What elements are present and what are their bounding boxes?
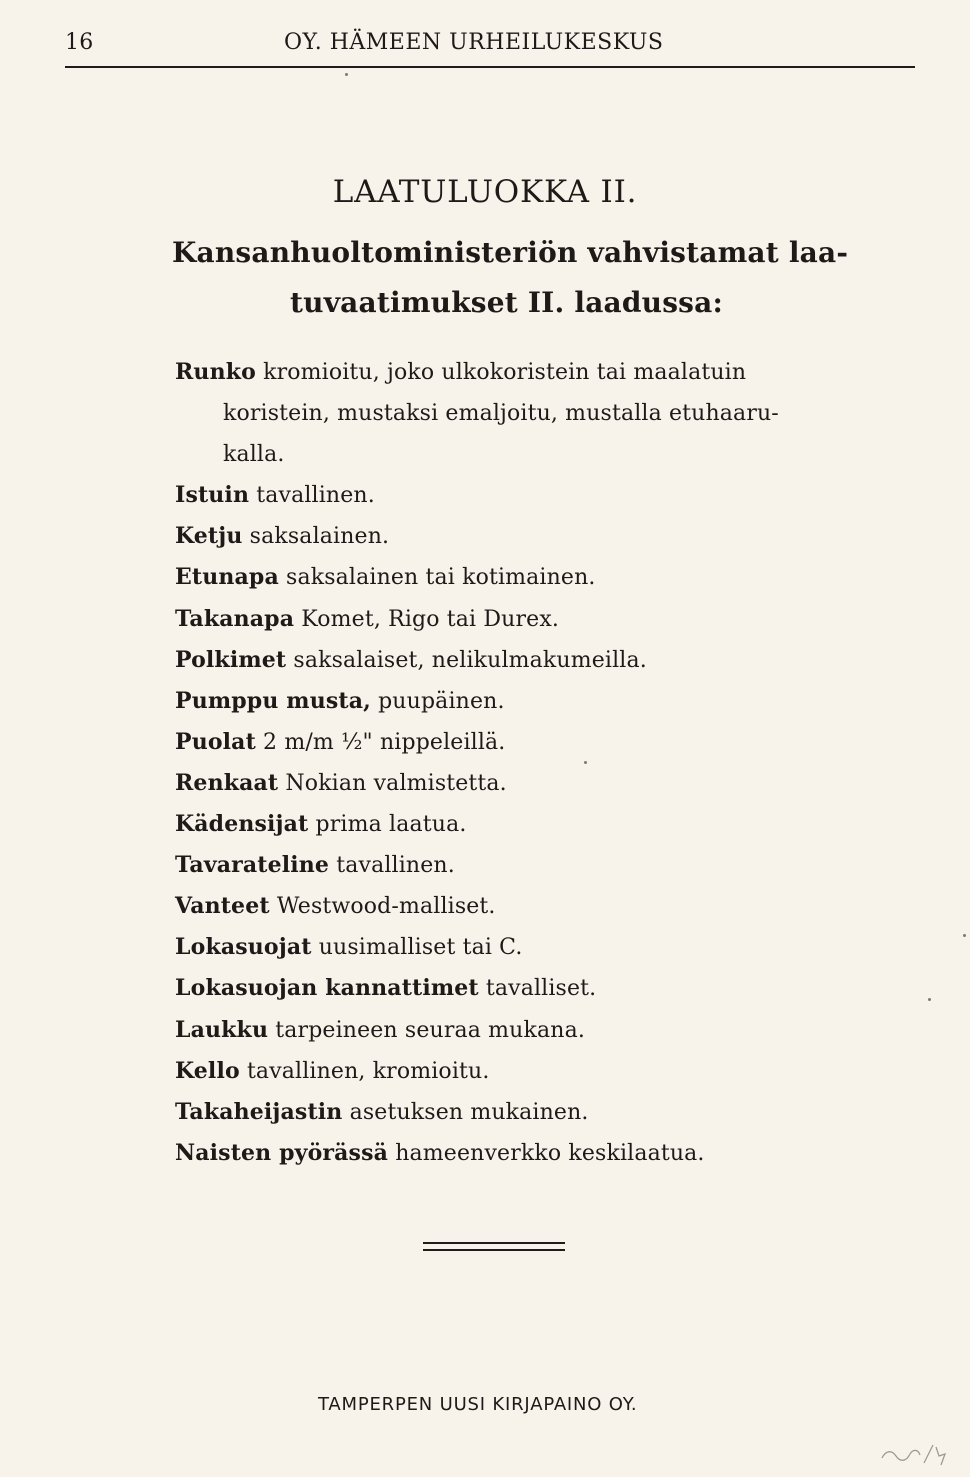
spec-text: saksalainen. <box>249 524 390 550</box>
spec-runko-end <box>175 434 825 475</box>
spec-tavarateline <box>175 845 825 886</box>
subtitle-line-2: tuvaatimukset II. laadussa: <box>290 286 724 319</box>
paper-speck <box>345 73 348 76</box>
spec-label: Lokasuojan kannattimet <box>175 975 479 1002</box>
subtitle-line-1: Kansanhuoltoministeriön vahvistamat laa- <box>172 236 849 269</box>
spec-text: koristein, mustaksi emaljoitu, mustalla etuhaaru- <box>223 401 779 427</box>
spec-label: Kädensijat <box>175 811 309 838</box>
spec-text: saksalainen tai kotimainen. <box>286 565 596 591</box>
spec-label: Naisten pyörässä <box>175 1139 389 1166</box>
spec-pumppu <box>175 681 825 722</box>
spec-vanteet <box>175 886 825 927</box>
spec-label: Kello <box>175 1057 240 1084</box>
spec-text: tavallinen. <box>336 853 455 879</box>
end-rule-bottom <box>423 1249 565 1251</box>
spec-text: Nokian valmistetta. <box>285 770 507 796</box>
spec-text: asetuksen mukainen. <box>349 1099 589 1125</box>
spec-text: uusimalliset tai C. <box>318 935 523 961</box>
paper-speck <box>928 998 931 1001</box>
section-title: LAATULUOKKA II. <box>332 174 638 210</box>
spec-text: puupäinen. <box>378 688 505 714</box>
paper-speck <box>584 761 587 764</box>
spec-label: Etunapa <box>175 564 279 591</box>
spec-text: kromioitu, joko ulkokoristein tai maalatuin <box>263 360 747 385</box>
spec-ketju <box>175 516 825 557</box>
spec-label: Puolat <box>175 728 256 755</box>
page-number: 16 <box>65 30 94 55</box>
spec-label: Polkimet <box>175 646 287 673</box>
spec-kadensijat <box>175 804 825 845</box>
spec-text: hameenverkko keskilaatua. <box>395 1140 705 1166</box>
spec-text: prima laatua. <box>315 812 467 838</box>
spec-label: Lokasuojat <box>175 934 312 961</box>
spec-text: Komet, Rigo tai Durex. <box>301 606 560 632</box>
spec-label: Laukku <box>175 1016 269 1043</box>
spec-text: Westwood-malliset. <box>276 894 496 920</box>
spec-lokasuojat <box>175 927 825 968</box>
spec-takaheijastin <box>175 1092 825 1133</box>
end-rule-top <box>423 1242 565 1244</box>
spec-label: Takaheijastin <box>175 1098 343 1125</box>
spec-label: Pumppu musta, <box>175 687 371 714</box>
spec-takanapa <box>175 599 825 640</box>
spec-renkaat <box>175 763 825 804</box>
spec-text: tavalliset. <box>485 976 597 1002</box>
handwritten-pencil-note <box>878 1440 948 1466</box>
spec-label: Vanteet <box>175 893 270 920</box>
spec-text: kalla. <box>223 442 285 468</box>
spec-lokasuojan-kannattimet <box>175 968 825 1009</box>
spec-label: Takanapa <box>175 605 295 632</box>
header-rule <box>65 66 915 68</box>
spec-label: Runko <box>175 359 256 385</box>
spec-kello <box>175 1051 825 1092</box>
running-header: OY. HÄMEEN URHEILUKESKUS <box>284 30 664 55</box>
spec-runko <box>175 352 825 393</box>
printer-imprint: TAMPERPEN UUSI KIRJAPAINO OY. <box>318 1394 638 1415</box>
spec-text: 2 m/m ½" nippeleillä. <box>263 729 506 755</box>
specification-list <box>175 352 825 1174</box>
spec-label: Renkaat <box>175 769 279 796</box>
spec-label: Tavarateline <box>175 852 330 879</box>
spec-label: Istuin <box>175 482 250 509</box>
spec-text: saksalaiset, nelikulmakumeilla. <box>293 647 647 673</box>
spec-label: Ketju <box>175 523 243 550</box>
spec-text: tavallinen, kromioitu. <box>246 1058 490 1084</box>
spec-text: tavallinen. <box>256 483 375 509</box>
spec-naisten-pyorassa <box>175 1133 825 1174</box>
spec-runko-continuation <box>175 393 825 434</box>
paper-speck <box>963 934 966 937</box>
spec-polkimet <box>175 640 825 681</box>
spec-text: tarpeineen seuraa mukana. <box>275 1017 585 1043</box>
spec-istuin <box>175 475 825 516</box>
spec-puolat <box>175 722 825 763</box>
spec-etunapa <box>175 557 825 598</box>
spec-laukku <box>175 1010 825 1051</box>
